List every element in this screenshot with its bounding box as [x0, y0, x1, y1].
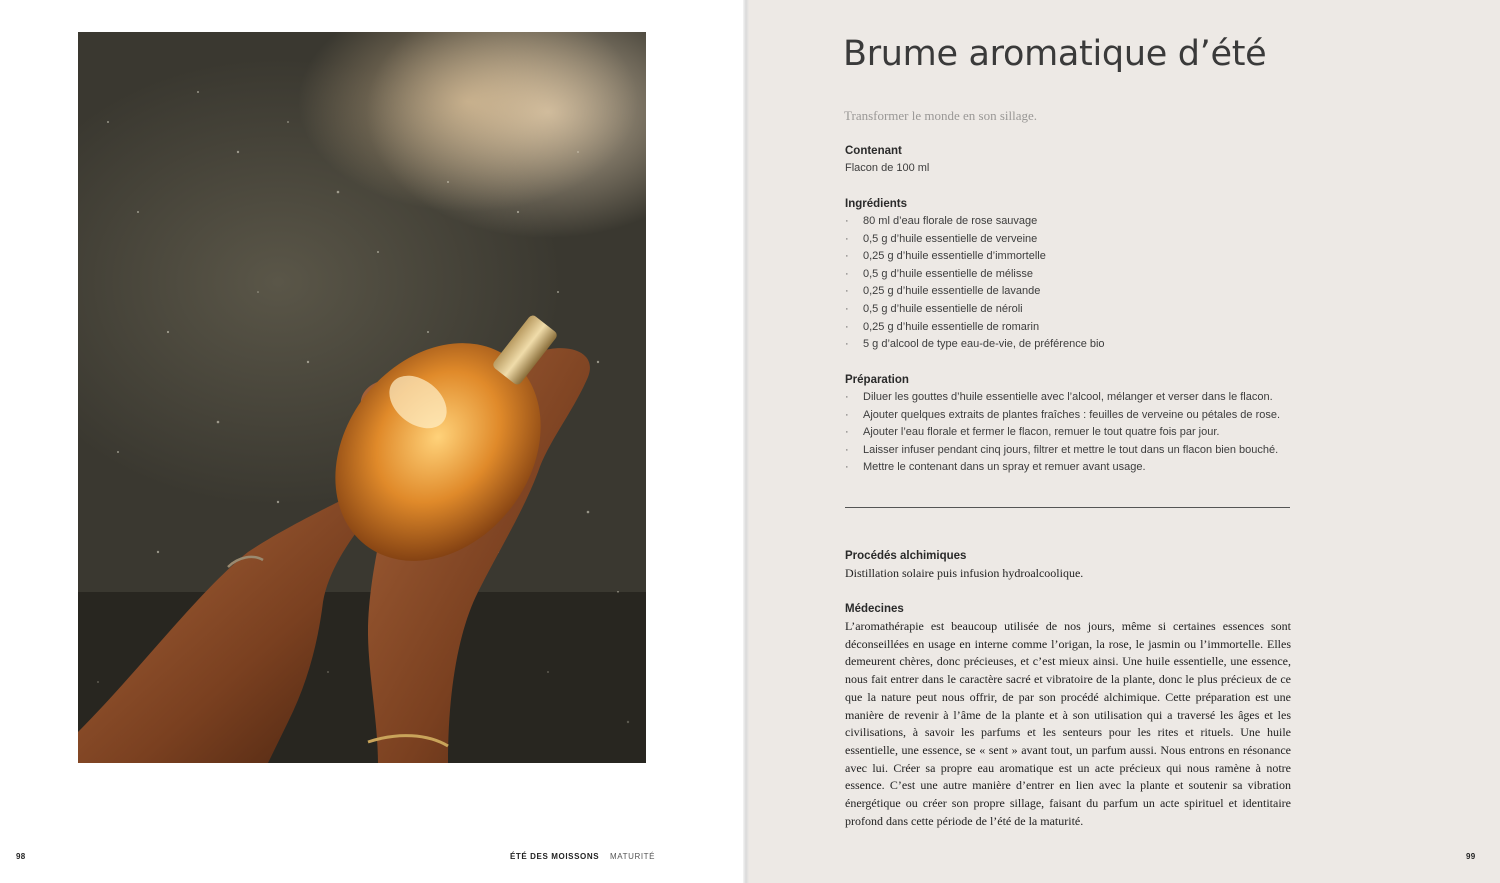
preparation-heading: Préparation: [845, 374, 909, 386]
alchemy-heading: Procédés alchimiques: [845, 550, 967, 562]
light-glow: [298, 32, 638, 212]
medicines-text: L’aromathérapie est beaucoup utilisée de nos jours, même si certaines essences sont déconseillées en usage en interne comme l’origan, la rose, le jasmin ou l’immortelle. Elles demeurent chères, donc précieuses, et c’est mieux ainsi. Une huile essentielle, une essence, nous fait entrer dans le caractère sacré et vibratoire de la plante, donc le plus précieux de ce que la nature peut nous offrir, de par son procédé alchimique. Cette préparation est une manière de revenir à l’âme de la plante et à son utilisation qui a traversé les âges et les civilisations, à savoir les parfums et les senteurs pour les rites et rituels. Une huile essentielle, une essence, se « sent » avant tout, un parfum aussi. Nous entrons en résonance avec lui. Créer sa propre eau aromatique est un acte précieux qui nous ramène à notre essence. C’est une autre manière d’entrer en lien avec la plante et soutenir sa vibration énergétique ou créer son propre sillage, faisant du parfum un acte spirituel et identitaire profond dans cette période de l’été de la maturité.: [845, 619, 1291, 828]
list-item: · 0,25 g d’huile essentielle d’immortelle: [845, 248, 1291, 266]
list-item: · Diluer les gouttes d’huile essentielle avec l’alcool, mélanger et verser dans le flacon.: [845, 389, 1291, 407]
medicines-section: [845, 601, 1291, 830]
ingredients-list: [845, 213, 1291, 354]
list-item: · Mettre le contenant dans un spray et remuer avant usage.: [845, 459, 1291, 477]
ingredients-heading: Ingrédients: [845, 198, 907, 210]
alchemy-section: [845, 548, 1291, 583]
list-item: · Laisser infuser pendant cinq jours, filtrer et mettre le tout dans un flacon bien bouché.: [845, 442, 1291, 460]
preparation-section: [845, 372, 1291, 477]
list-item: · Ajouter l’eau florale et fermer le flacon, remuer le tout quatre fois par jour.: [845, 424, 1291, 442]
recipe-subtitle: Transformer le monde en son sillage.: [844, 108, 1038, 123]
container-heading: Contenant: [845, 145, 902, 157]
right-folio: 99: [1466, 852, 1476, 861]
photo-illustration: [78, 32, 646, 763]
ingredients-section: [845, 196, 1291, 354]
perfume-mist-photo: [78, 32, 646, 763]
left-folio: 98: [16, 852, 26, 861]
list-item: · Ajouter quelques extraits de plantes fraîches : feuilles de verveine ou pétales de rose.: [845, 407, 1291, 425]
running-head-section: ÉTÉ DES MOISSONS: [510, 852, 600, 861]
recipe-title: Brume aromatique d’été: [843, 34, 1267, 74]
container-section: [845, 143, 1291, 178]
list-item: · 0,5 g d’huile essentielle de néroli: [845, 301, 1291, 319]
section-divider: [845, 507, 1290, 508]
list-item: · 5 g d’alcool de type eau-de-vie, de préférence bio: [845, 336, 1291, 354]
preparation-list: [845, 389, 1291, 477]
container-value: Flacon de 100 ml: [845, 162, 930, 174]
alchemy-text: Distillation solaire puis infusion hydroalcoolique.: [845, 566, 1084, 580]
list-item: · 0,25 g d’huile essentielle de lavande: [845, 283, 1291, 301]
list-item: · 80 ml d’eau florale de rose sauvage: [845, 213, 1291, 231]
medicines-heading: Médecines: [845, 603, 904, 615]
list-item: · 0,5 g d’huile essentielle de verveine: [845, 231, 1291, 249]
list-item: · 0,5 g d’huile essentielle de mélisse: [845, 266, 1291, 284]
running-head-chapter: MATURITÉ: [610, 852, 656, 861]
list-item: · 0,25 g d’huile essentielle de romarin: [845, 319, 1291, 337]
